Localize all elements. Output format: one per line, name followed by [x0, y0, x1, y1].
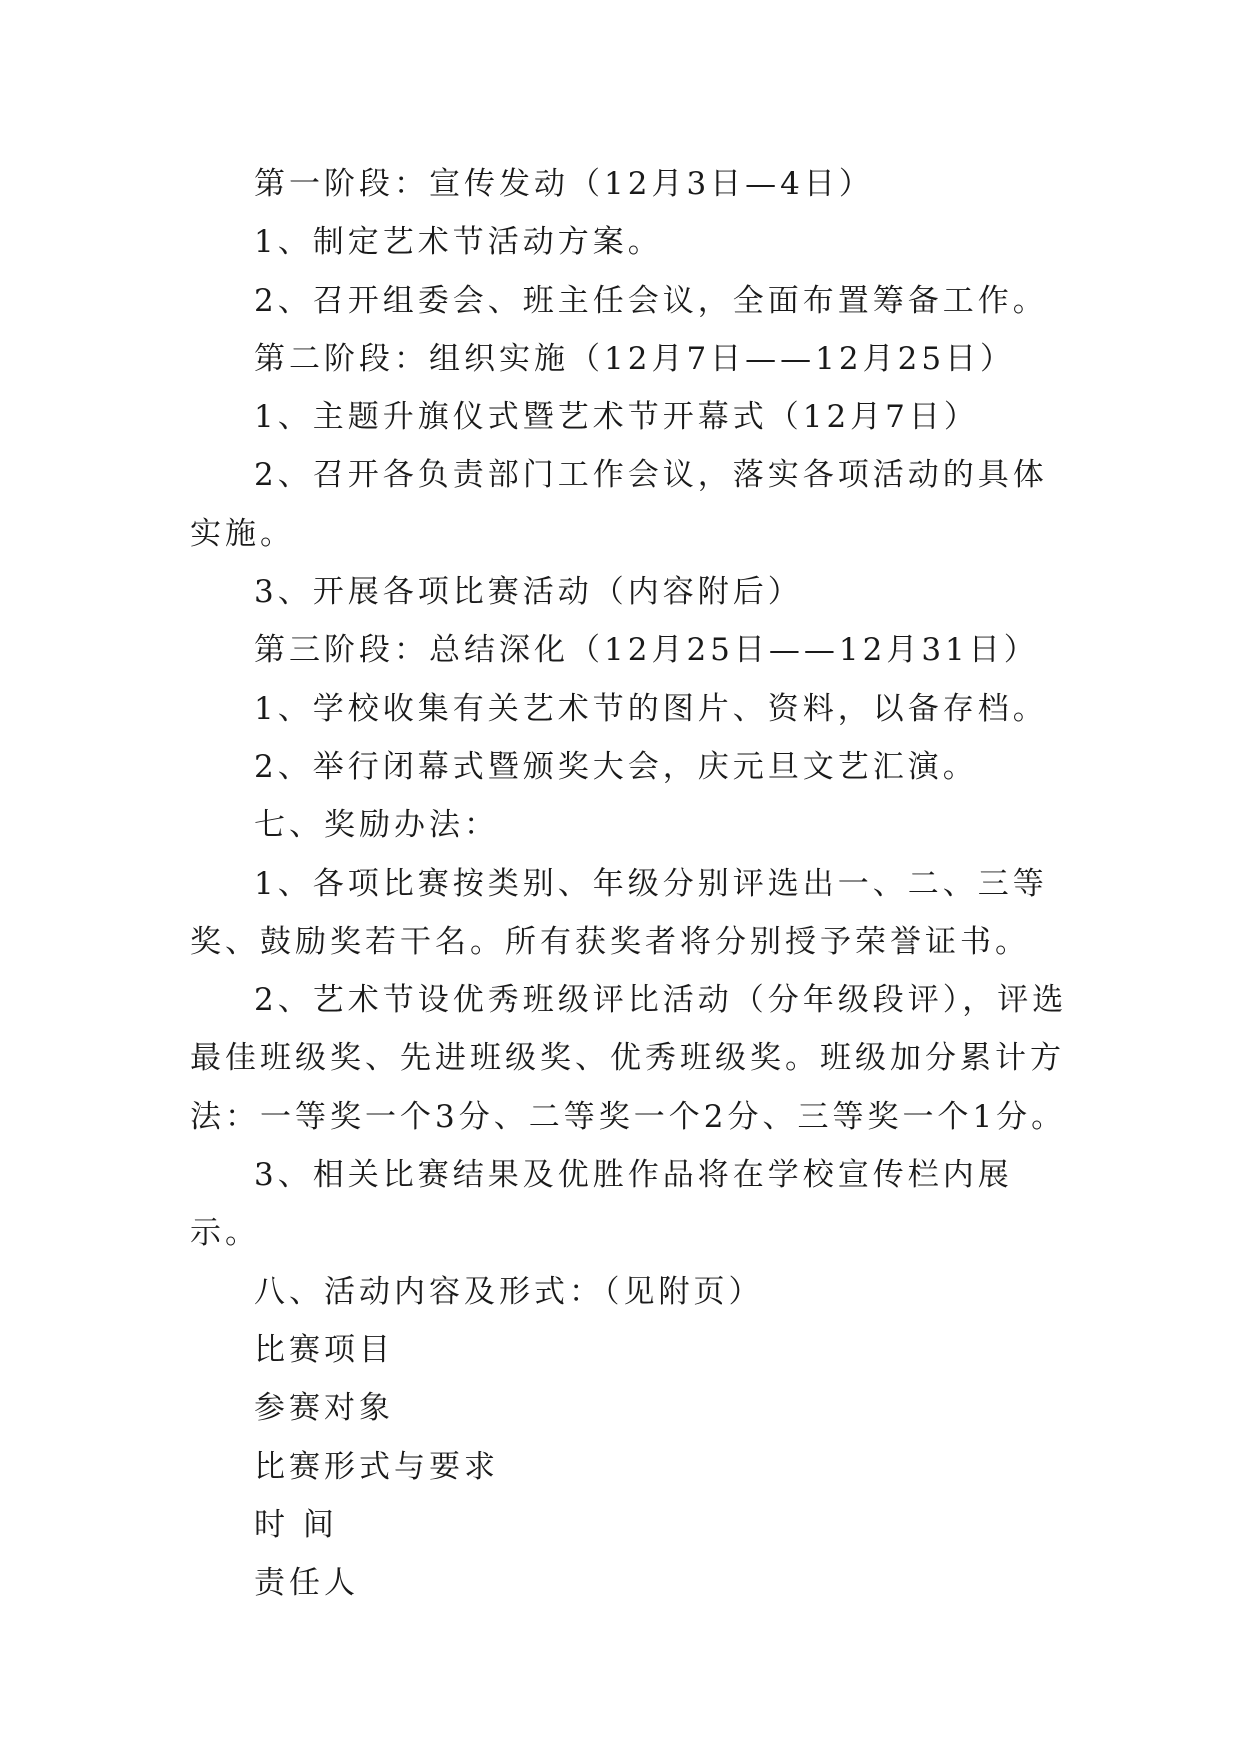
- paragraph: 3、开展各项比赛活动（内容附后）: [254, 574, 803, 611]
- paragraph: 3、相关比赛结果及优胜作品将在学校宣传栏内展示。: [190, 1157, 1013, 1252]
- section-heading-activities: 八、活动内容及形式：（见附页）: [254, 1273, 764, 1310]
- paragraph-stage-one: 第一阶段：宣传发动（12月3日—4日）: [254, 166, 874, 202]
- paragraph: 1、主题升旗仪式暨艺术节开幕式（12月7日）: [254, 399, 979, 436]
- document-body: [190, 155, 1070, 1612]
- paragraph-stage-three: 第三阶段：总结深化（12月25日——12月31日）: [254, 632, 1039, 669]
- paragraph: 2、艺术节设优秀班级评比活动（分年级段评），评选最佳班级奖、先进班级奖、优秀班级奖。班级加分累计方法：一等奖一个3分、二等奖一个2分、三等奖一个1分。: [190, 982, 1068, 1135]
- paragraph: 1、制定艺术节活动方案。: [254, 224, 663, 261]
- list-item: 比赛形式与要求: [254, 1448, 499, 1485]
- list-item: 比赛项目: [254, 1331, 394, 1368]
- list-item: 责任人: [254, 1565, 359, 1602]
- list-item: 时 间: [254, 1506, 338, 1543]
- section-heading-rewards: 七、奖励办法：: [254, 807, 499, 844]
- paragraph: 1、学校收集有关艺术节的图片、资料，以备存档。: [254, 690, 1048, 727]
- paragraph: 2、召开各负责部门工作会议，落实各项活动的具体实施。: [190, 457, 1048, 552]
- list-item: 参赛对象: [254, 1390, 394, 1427]
- paragraph: 2、举行闭幕式暨颁奖大会，庆元旦文艺汇演。: [254, 748, 978, 785]
- paragraph: 1、各项比赛按类别、年级分别评选出一、二、三等奖、鼓励奖若干名。所有获奖者将分别授予荣誉证书。: [190, 865, 1048, 960]
- paragraph-stage-two: 第二阶段：组织实施（12月7日——12月25日）: [254, 340, 1016, 377]
- paragraph: 2、召开组委会、班主任会议，全面布置筹备工作。: [254, 282, 1048, 319]
